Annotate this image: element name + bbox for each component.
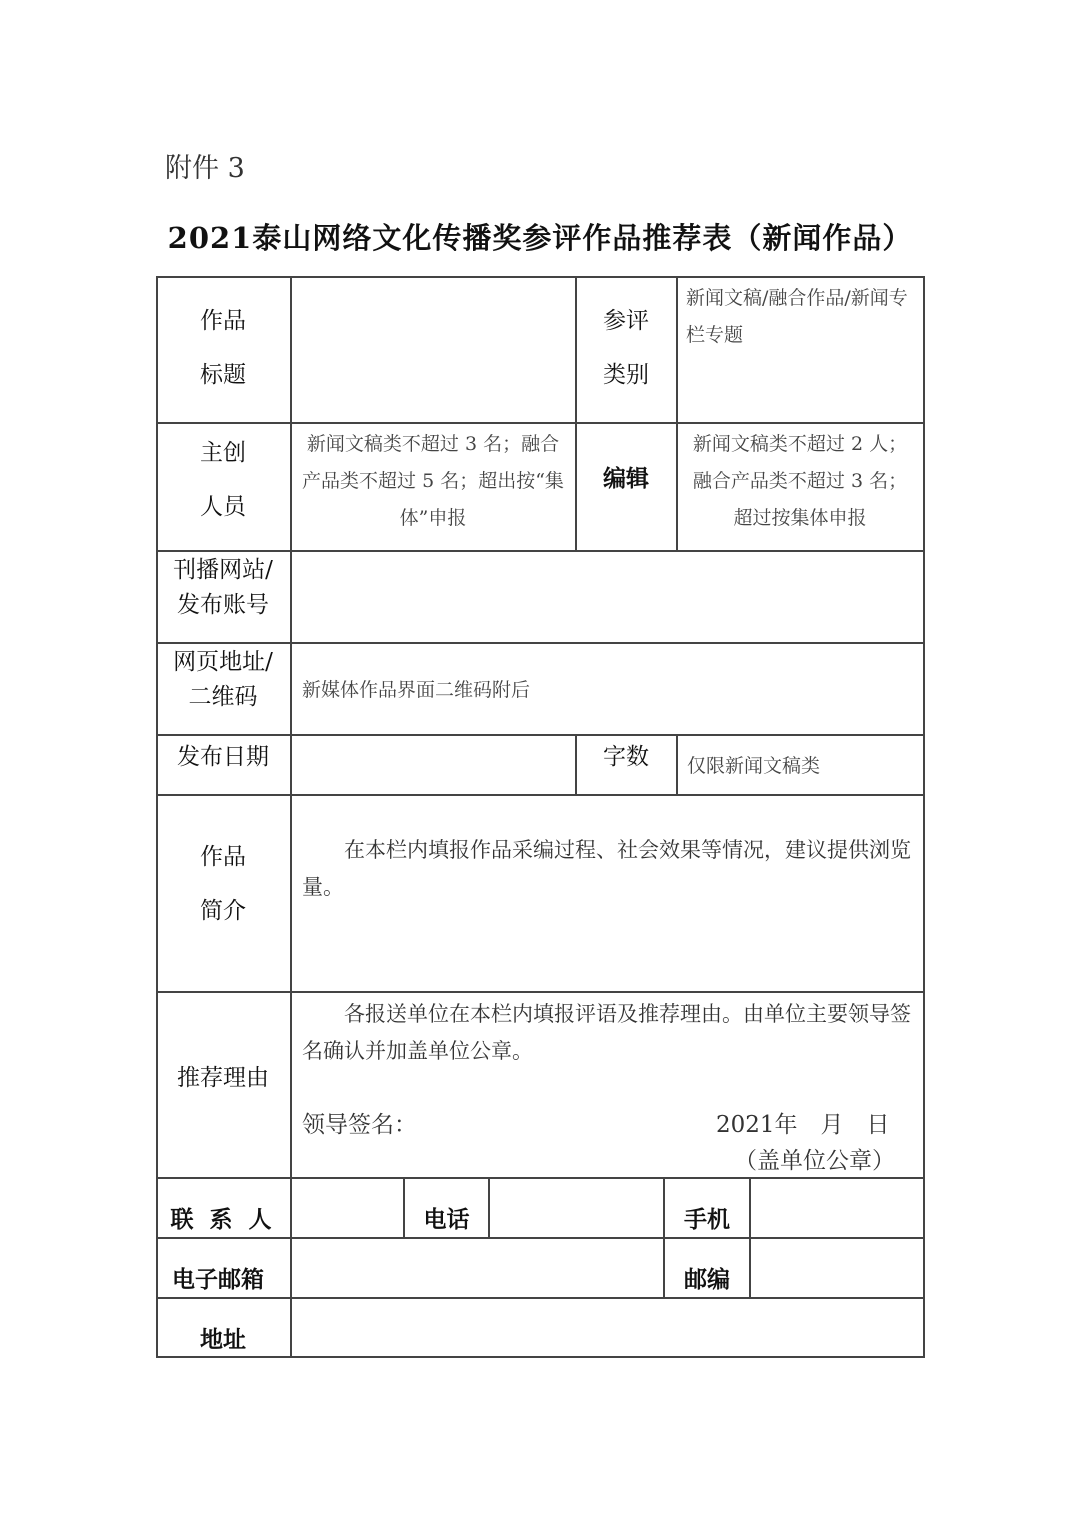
form-title: 2021泰山网络文化传播奖参评作品推荐表（新闻作品） xyxy=(167,221,913,255)
recommendation-form-table xyxy=(156,276,925,1357)
title-field[interactable] xyxy=(292,278,575,422)
word-count-field[interactable]: 仅限新闻文稿类 xyxy=(687,755,821,777)
phone-field[interactable] xyxy=(490,1179,663,1237)
publish-site-label: 刊播网站/ 发布账号 xyxy=(173,557,273,618)
publish-date-label: 发布日期 xyxy=(177,744,269,770)
reason-label: 推荐理由 xyxy=(177,1065,269,1091)
publish-site-field[interactable] xyxy=(292,552,923,642)
publish-date-field[interactable] xyxy=(292,736,575,794)
postcode-field[interactable] xyxy=(751,1239,923,1297)
attachment-label: 附件 3 xyxy=(165,153,245,184)
creators-label: 主创 人员 xyxy=(200,440,246,520)
mobile-field[interactable] xyxy=(751,1179,923,1237)
seal-note: （盖单位公章） xyxy=(734,1148,895,1174)
signature-date: 2021年 月 日 xyxy=(716,1112,890,1138)
web-address-label: 网页地址/ 二维码 xyxy=(173,649,273,710)
contact-label: 联 系 人 xyxy=(170,1206,276,1233)
reason-field[interactable]: 各报送单位在本栏内填报评语及推荐理由。由单位主要领导签名确认并加盖单位公章。 xyxy=(302,1002,911,1063)
signature-label: 领导签名： xyxy=(302,1112,417,1138)
title-label: 作品 标题 xyxy=(200,308,246,388)
summary-label: 作品 简介 xyxy=(200,844,246,924)
address-label: 地址 xyxy=(200,1326,246,1353)
editor-hint[interactable]: 新闻文稿类不超过 2 人；融合产品类不超过 3 名；超过按集体申报 xyxy=(692,433,908,529)
postcode-label: 邮编 xyxy=(684,1266,730,1293)
creators-hint[interactable]: 新闻文稿类不超过 3 名；融合产品类不超过 5 名；超出按“集体”申报 xyxy=(302,433,564,529)
editor-label: 编辑 xyxy=(603,465,649,492)
mobile-label: 手机 xyxy=(684,1206,730,1233)
web-address-field[interactable]: 新媒体作品界面二维码附后 xyxy=(302,679,531,701)
address-field[interactable] xyxy=(292,1299,923,1356)
summary-field[interactable]: 在本栏内填报作品采编过程、社会效果等情况，建议提供浏览量。 xyxy=(302,838,911,899)
phone-label: 电话 xyxy=(423,1206,470,1233)
email-label: 电子邮箱 xyxy=(172,1266,264,1293)
category-label: 参评 类别 xyxy=(603,308,649,388)
word-count-label: 字数 xyxy=(603,744,649,770)
category-options[interactable]: 新闻文稿/融合作品/新闻专栏专题 xyxy=(686,287,908,346)
contact-field[interactable] xyxy=(292,1179,403,1237)
email-field[interactable] xyxy=(292,1239,663,1297)
